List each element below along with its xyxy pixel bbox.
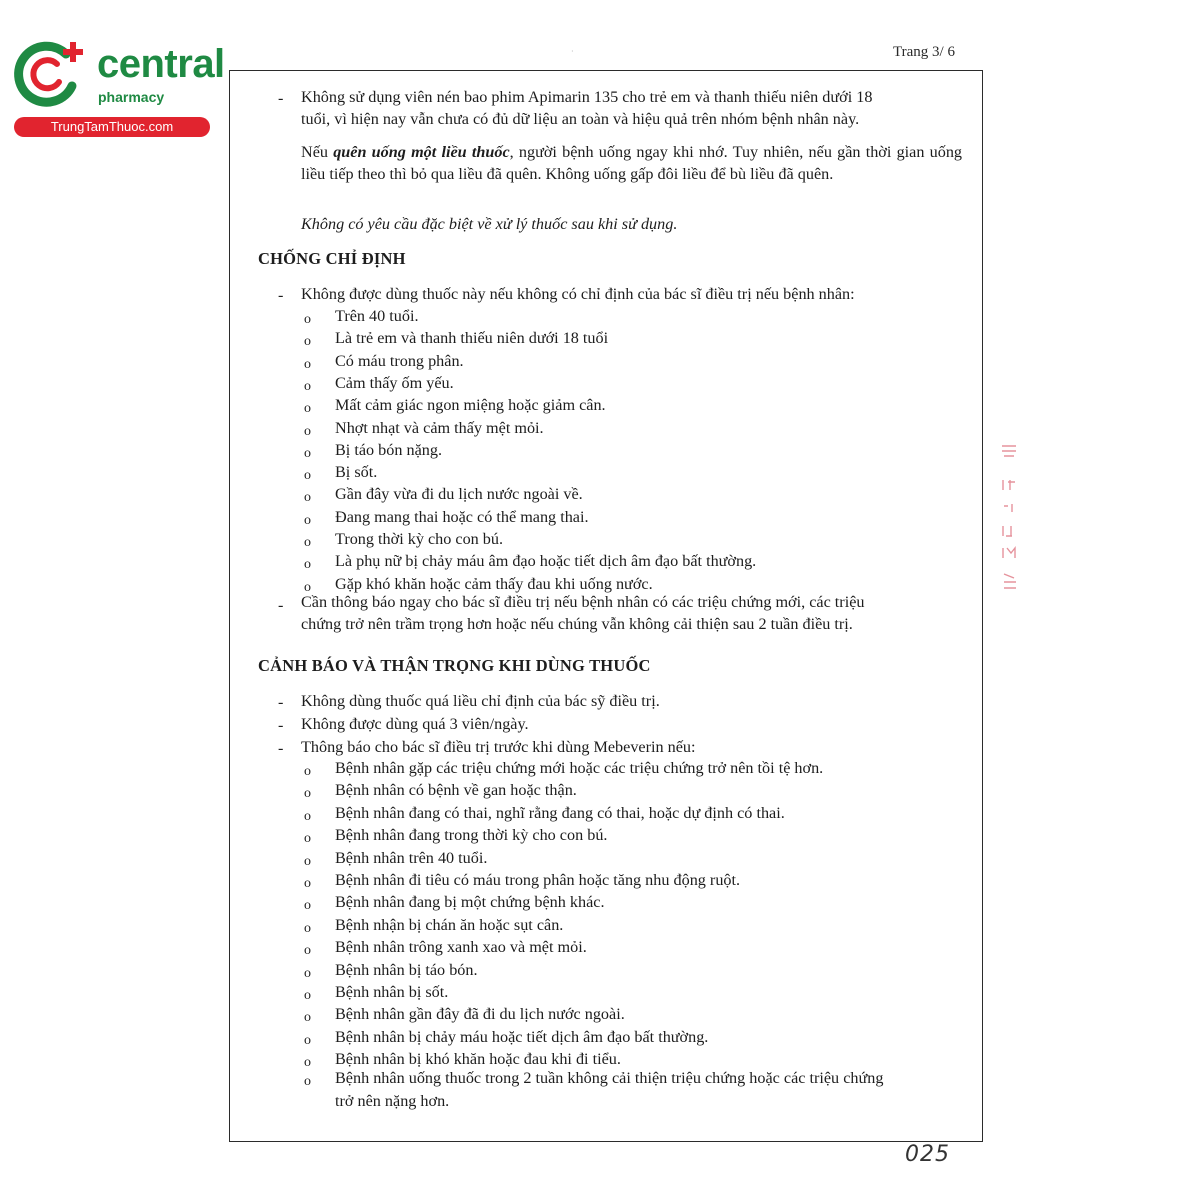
circle-bullet: o xyxy=(304,1010,311,1026)
circle-bullet: o xyxy=(304,356,311,372)
pediatric-warning-line2: tuổi, vì hiện nay vẫn chưa có đủ dữ liệu an toàn và hiệu quả trên nhóm bệnh nhân này. xyxy=(301,110,860,128)
warning-last-item-line2: trở nên nặng hơn. xyxy=(335,1092,450,1110)
list-item: Gần đây vừa đi du lịch nước ngoài về. xyxy=(335,485,583,504)
list-item: Bệnh nhân bị chảy máu hoặc tiết dịch âm đạo bất thường. xyxy=(335,1027,709,1046)
contraindications-intro: Không được dùng thuốc này nếu không có chỉ định của bác sĩ điều trị nếu bệnh nhân: xyxy=(301,285,855,303)
warning-dash-item: Không được dùng quá 3 viên/ngày. xyxy=(301,715,529,733)
list-item: Trên 40 tuổi. xyxy=(335,307,419,325)
central-pharmacy-logo-icon xyxy=(10,38,90,108)
circle-bullet: o xyxy=(304,853,311,869)
contraindications-heading: CHỐNG CHỈ ĐỊNH xyxy=(258,249,406,268)
list-item: Bệnh nhân gặp các triệu chứng mới hoặc các triệu chứng trở nên tồi tệ hơn. xyxy=(335,759,824,777)
circle-bullet: o xyxy=(304,512,311,528)
circle-bullet: o xyxy=(304,808,311,824)
circle-bullet: o xyxy=(304,831,311,847)
logo-brand-text: central xyxy=(97,42,225,86)
list-item: Trong thời kỳ cho con bú. xyxy=(335,530,504,548)
circle-bullet: o xyxy=(304,876,311,891)
contraindications-notice-line1: Cần thông báo ngay cho bác sĩ điều trị nếu bệnh nhân có các triệu chứng mới, các triệu xyxy=(301,593,865,611)
list-item: Bệnh nhận bị chán ăn hoặc sụt cân. xyxy=(335,915,564,934)
logo-site-badge: TrungTamThuoc.com xyxy=(14,117,210,137)
circle-bullet: o xyxy=(304,312,311,327)
circle-bullet: o xyxy=(304,445,311,461)
circle-bullet: o xyxy=(304,965,311,981)
circle-bullet: o xyxy=(304,401,311,417)
list-item: Bệnh nhân bị sốt. xyxy=(335,983,449,1001)
circle-bullet: o xyxy=(304,1032,311,1048)
circle-bullet: o xyxy=(304,988,311,1003)
scan-dot: · xyxy=(571,47,574,56)
dash-bullet: - xyxy=(278,739,284,757)
warning-last-item-line1: Bệnh nhân uống thuốc trong 2 tuần không cải thiện triệu chứng hoặc các triệu chứng xyxy=(335,1069,884,1087)
disposal-note: Không có yêu cầu đặc biệt về xử lý thuốc sau khi sử dụng. xyxy=(301,215,678,233)
missed-dose-emphasis: quên uống một liều thuốc xyxy=(333,143,510,161)
list-item: Có máu trong phân. xyxy=(335,351,464,370)
list-item: Bị táo bón nặng. xyxy=(335,440,443,459)
list-item: Bệnh nhân trên 40 tuổi. xyxy=(335,848,488,867)
list-item: Bệnh nhân đang bị một chứng bệnh khác. xyxy=(335,893,605,912)
circle-bullet: o xyxy=(304,786,311,802)
circle-bullet: o xyxy=(304,423,311,439)
pediatric-warning-line1: Không sử dụng viên nén bao phim Apimarin 135 cho trẻ em và thanh thiếu niên dưới 18 xyxy=(301,88,873,106)
list-item: Là phụ nữ bị chảy máu âm đạo hoặc tiết dịch âm đạo bất thường. xyxy=(335,552,757,571)
warning-dash-item: Thông báo cho bác sĩ điều trị trước khi dùng Mebeverin nếu: xyxy=(301,738,696,756)
logo-sub-text: pharmacy xyxy=(98,89,165,105)
circle-bullet: o xyxy=(304,535,311,550)
circle-bullet: o xyxy=(304,334,311,350)
document-content xyxy=(230,71,982,1141)
list-item: Là trẻ em và thanh thiếu niên dưới 18 tuổi xyxy=(335,329,609,348)
list-item: Bệnh nhân đang có thai, nghĩ rằng đang có thai, hoặc dự định có thai. xyxy=(335,803,785,822)
central-pharmacy-logo xyxy=(10,38,225,138)
circle-bullet: o xyxy=(304,557,311,573)
list-item: Bị sốt. xyxy=(335,463,378,482)
list-item: Gặp khó khăn hoặc cảm thấy đau khi uống nước. xyxy=(335,574,653,593)
list-item: Đang mang thai hoặc có thể mang thai. xyxy=(335,507,589,526)
list-item: Bệnh nhân bị táo bón. xyxy=(335,960,478,979)
circle-bullet: o xyxy=(304,378,311,394)
list-item: Bệnh nhân trông xanh xao và mệt mỏi. xyxy=(335,938,587,957)
dash-bullet: - xyxy=(278,286,284,304)
circle-bullet: o xyxy=(304,943,311,959)
circle-bullet: o xyxy=(304,490,311,506)
list-item: Bệnh nhân gần đây đã đi du lịch nước ngoài. xyxy=(335,1005,625,1024)
list-item: Bệnh nhân có bệnh về gan hoặc thận. xyxy=(335,781,577,800)
page-number: Trang 3/ 6 xyxy=(893,44,955,60)
list-item: Mất cảm giác ngon miệng hoặc giảm cân. xyxy=(335,396,606,415)
circle-bullet: o xyxy=(304,468,311,484)
list-item: Nhợt nhạt và cảm thấy mệt mỏi. xyxy=(335,418,544,437)
list-item: Bệnh nhân bị khó khăn hoặc đau khi đi tiểu. xyxy=(335,1050,621,1069)
circle-bullet: o xyxy=(304,898,311,914)
warnings-heading: CẢNH BÁO VÀ THẬN TRỌNG KHI DÙNG THUỐC xyxy=(258,656,651,675)
circle-bullet: o xyxy=(304,1055,311,1071)
list-item: Bệnh nhân đi tiêu có máu trong phân hoặc tăng nhu động ruột. xyxy=(335,871,741,889)
contraindications-notice-line2: chứng trở nên trầm trọng hơn hoặc nếu chúng vẫn không cải thiện sau 2 tuần điều trị. xyxy=(301,615,853,633)
handwritten-page-number: 025 xyxy=(905,1142,950,1167)
missed-dose-paragraph xyxy=(301,141,962,185)
side-stamp-icon xyxy=(998,442,1020,609)
missed-dose-rest: , người bệnh uống ngay khi nhớ. Tuy nhiên, nếu gần thời gian uống liều tiếp theo thì bỏ qua liều đã quên. Không uống gấp đôi liều để bù liều đã quên. xyxy=(301,143,963,183)
circle-bullet: o xyxy=(304,920,311,936)
list-item: Bệnh nhân đang trong thời kỳ cho con bú. xyxy=(335,826,608,845)
dash-bullet: - xyxy=(278,693,284,711)
dash-bullet: - xyxy=(278,596,284,614)
circle-bullet: o xyxy=(304,764,311,779)
missed-dose-prefix: Nếu xyxy=(301,143,334,161)
dash-bullet: - xyxy=(278,716,284,734)
circle-bullet: o xyxy=(304,1074,311,1089)
list-item: Cảm thấy ốm yếu. xyxy=(335,373,454,392)
document-frame xyxy=(229,70,983,1142)
circle-bullet: o xyxy=(304,579,311,595)
warning-dash-item: Không dùng thuốc quá liều chỉ định của bác sỹ điều trị. xyxy=(301,692,660,710)
dash-bullet: - xyxy=(278,89,284,107)
